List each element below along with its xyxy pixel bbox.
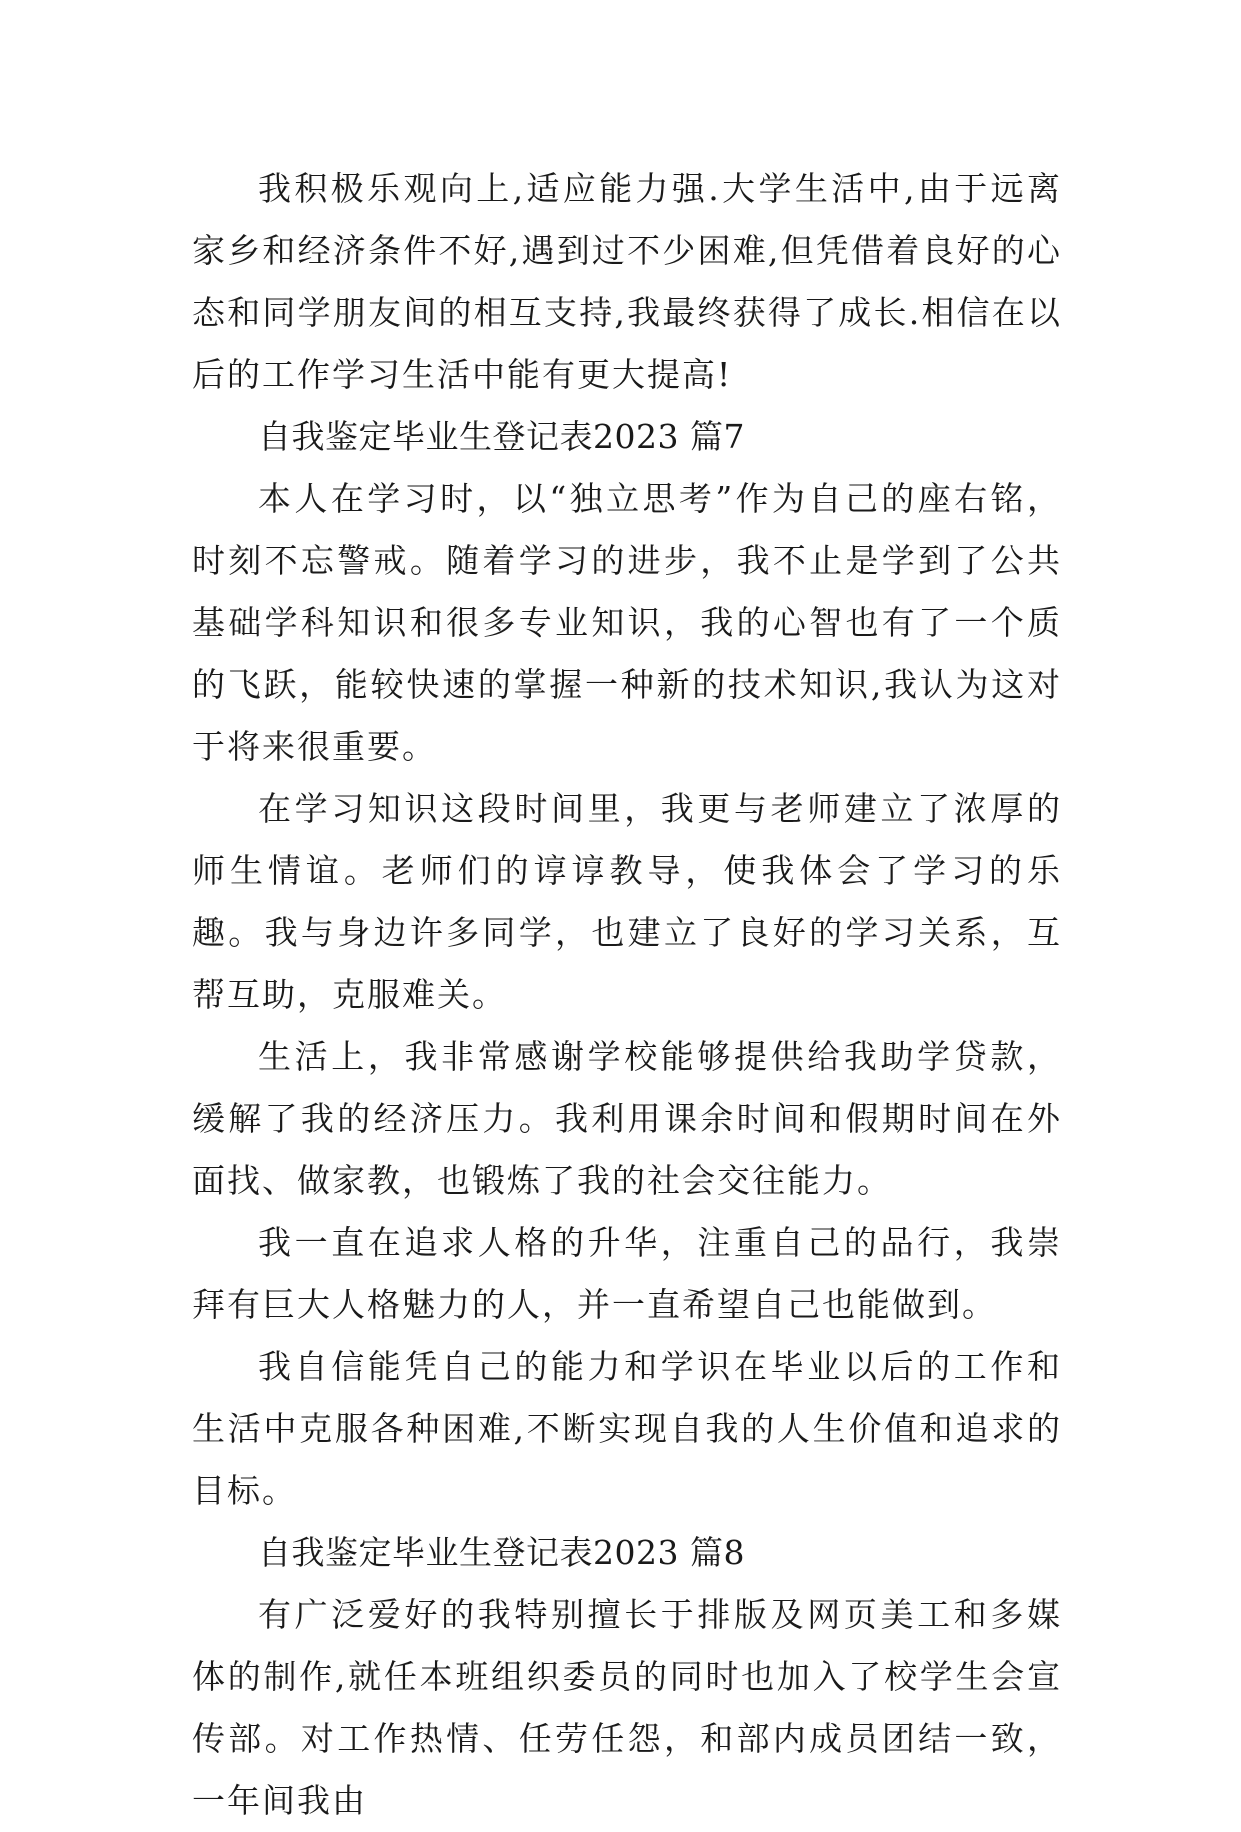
section-heading-8: 自我鉴定毕业生登记表2023 篇8 bbox=[258, 1533, 745, 1572]
paragraph-confidence: 我自信能凭自己的能力和学识在毕业以后的工作和生活中克服各种困难,不断实现自我的人生价值和追求的目标。 bbox=[192, 1347, 1062, 1510]
paragraph-teacher-relations: 在学习知识这段时间里，我更与老师建立了浓厚的师生情谊。老师们的谆谆教导，使我体会了学习的乐趣。我与身边许多同学，也建立了良好的学习关系，互帮互助，克服难关。 bbox=[192, 789, 1062, 1014]
paragraph-independent-thinking: 本人在学习时，以“独立思考”作为自己的座右铭，时刻不忘警戒。随着学习的进步，我不止是学到了公共基础学科知识和很多专业知识，我的心智也有了一个质的飞跃，能较快速的掌握一种新的技术知识,我认为这对于将来很重要。 bbox=[192, 479, 1062, 766]
section-heading-7: 自我鉴定毕业生登记表2023 篇7 bbox=[258, 417, 745, 456]
document-body bbox=[192, 158, 1062, 1832]
paragraph-adaptability: 我积极乐观向上,适应能力强.大学生活中,由于远离家乡和经济条件不好,遇到过不少困难,但凭借着良好的心态和同学朋友间的相互支持,我最终获得了成长.相信在以后的工作学习生活中能有更大提高! bbox=[192, 169, 1062, 394]
paragraph-personality: 我一直在追求人格的升华，注重自己的品行，我崇拜有巨大人格魅力的人，并一直希望自己也能做到。 bbox=[192, 1223, 1062, 1324]
paragraph-student-loan: 生活上，我非常感谢学校能够提供给我助学贷款，缓解了我的经济压力。我利用课余时间和假期时间在外面找、做家教，也锻炼了我的社会交往能力。 bbox=[192, 1037, 1062, 1200]
paragraph-hobbies: 有广泛爱好的我特别擅长于排版及网页美工和多媒体的制作,就任本班组织委员的同时也加入了校学生会宣传部。对工作热情、任劳任怨，和部内成员团结一致，一年间我由 bbox=[192, 1595, 1062, 1820]
